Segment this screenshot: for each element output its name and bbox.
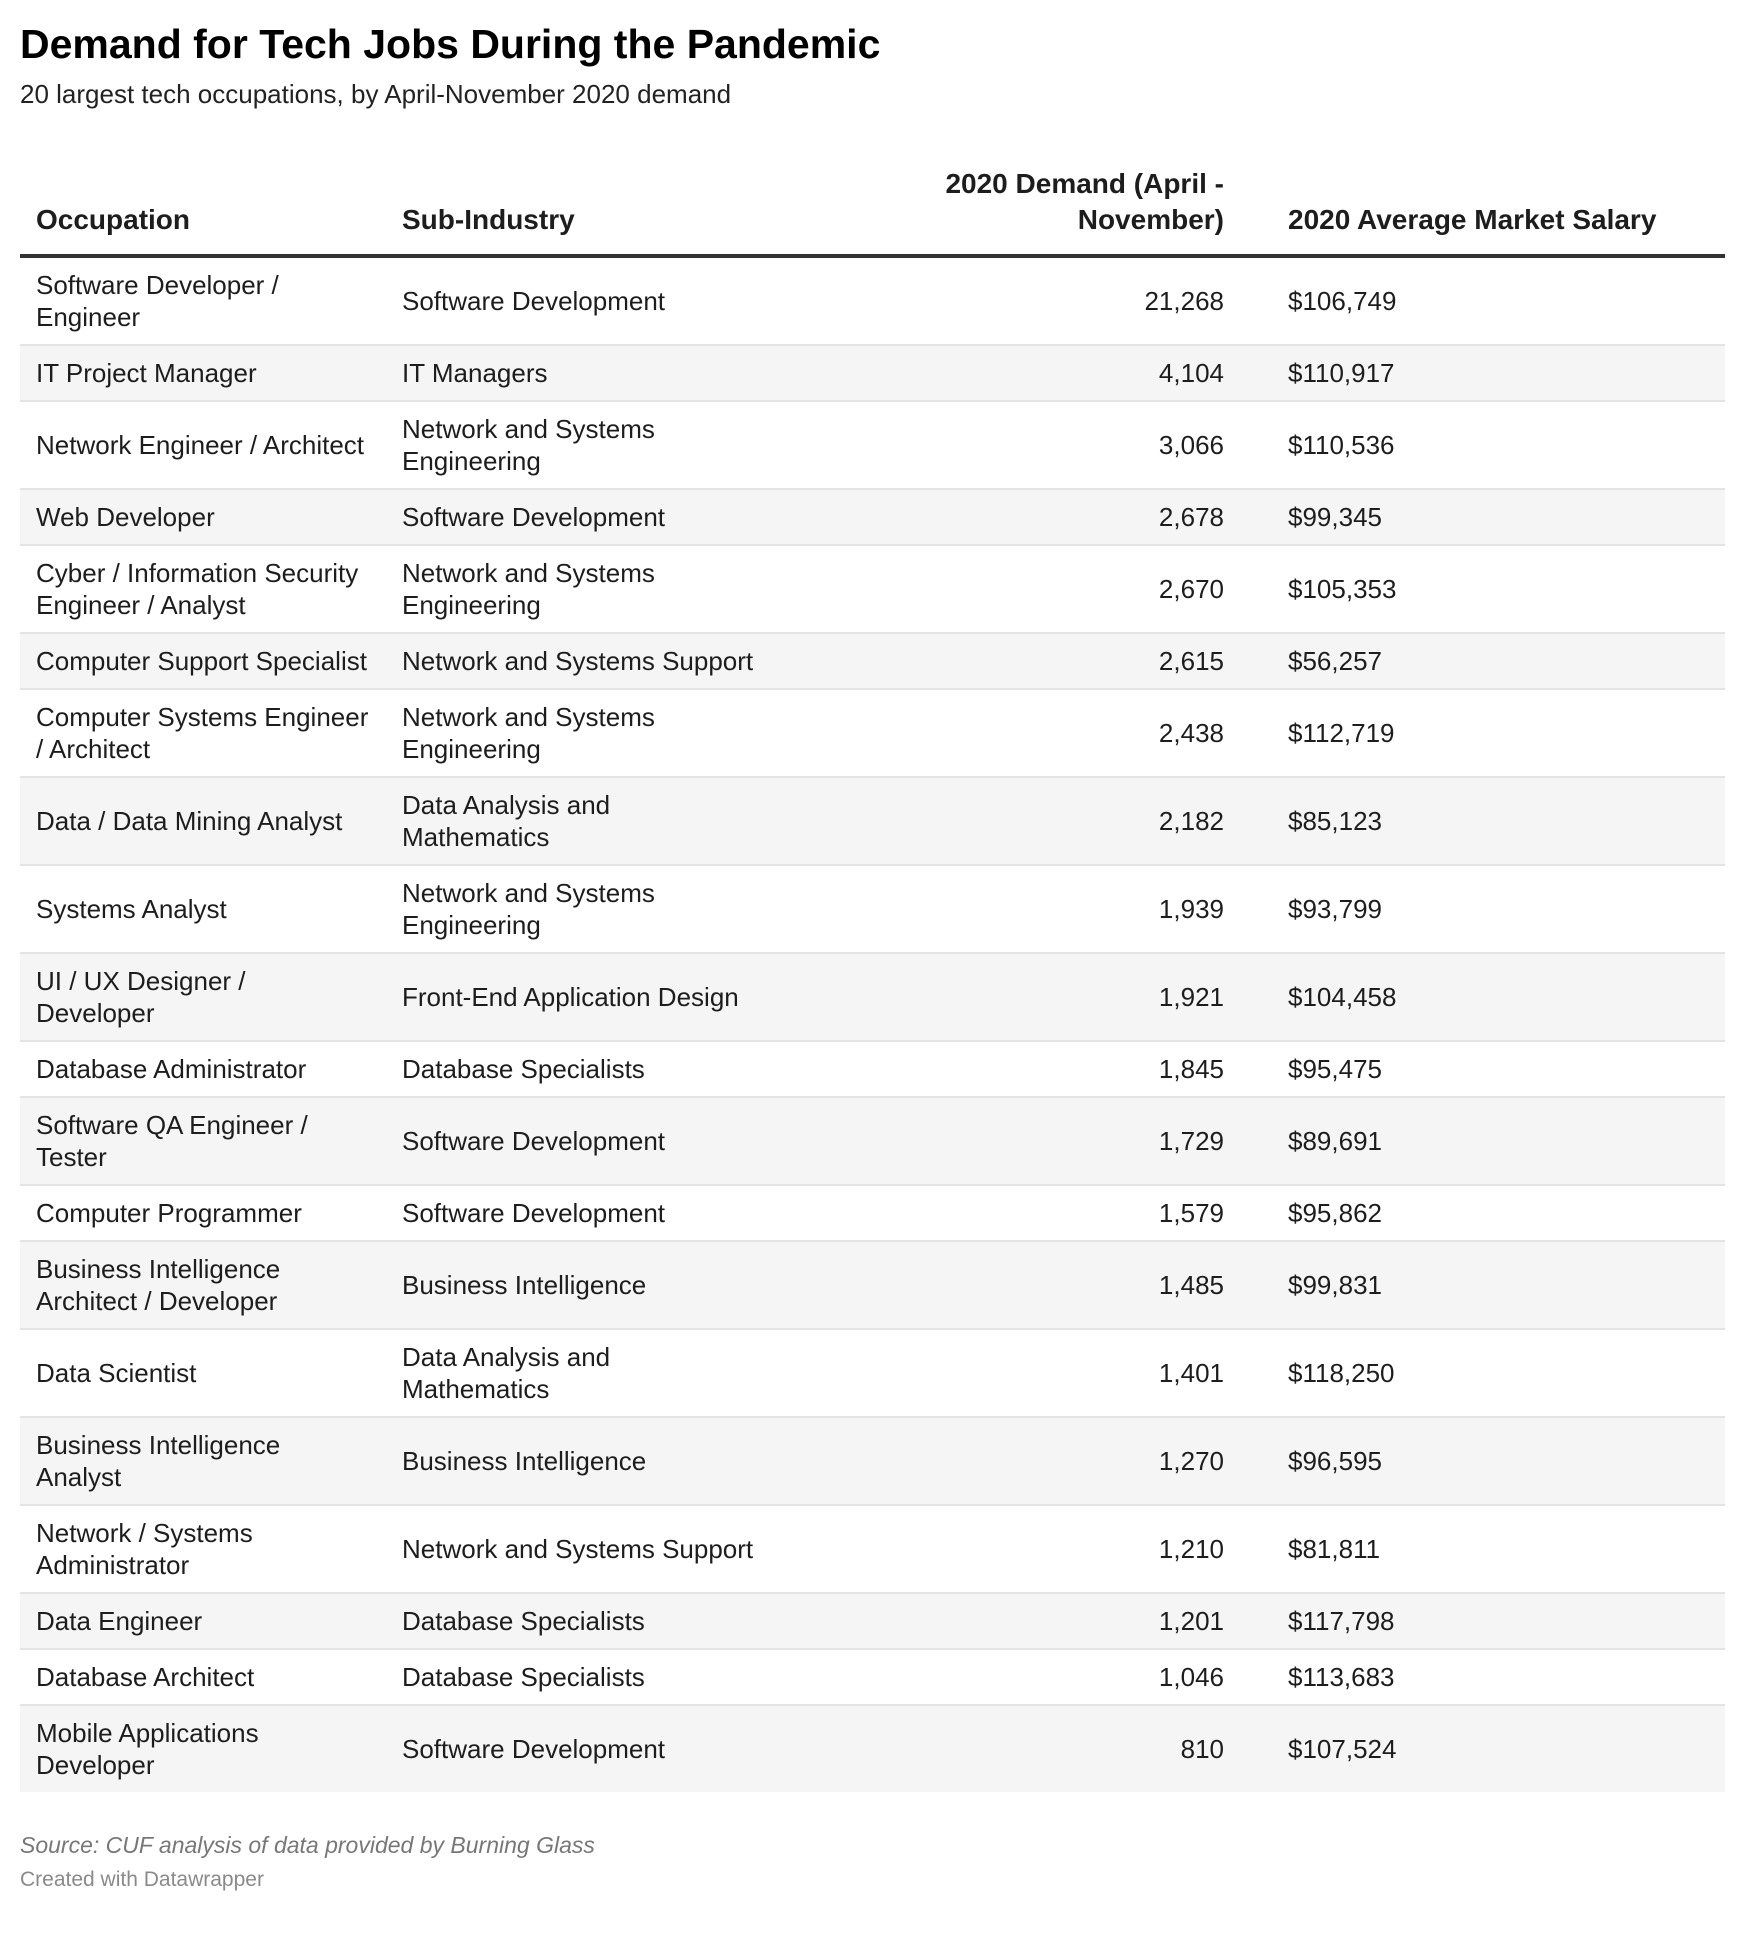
cell-salary: $110,536 <box>1288 401 1725 489</box>
cell-sub-industry: IT Managers <box>386 345 776 401</box>
cell-salary: $89,691 <box>1288 1097 1725 1185</box>
table-row <box>20 689 1725 777</box>
cell-sub-industry: Network and Systems Engineering <box>386 401 776 489</box>
column-header-occupation[interactable]: Occupation <box>20 166 386 256</box>
cell-salary: $81,811 <box>1288 1505 1725 1593</box>
cell-sub-industry: Software Development <box>386 489 776 545</box>
table-row <box>20 953 1725 1041</box>
cell-occupation: Network / Systems Administrator <box>20 1505 386 1593</box>
table-row <box>20 1593 1725 1649</box>
cell-salary: $112,719 <box>1288 689 1725 777</box>
cell-salary: $56,257 <box>1288 633 1725 689</box>
cell-occupation: Computer Support Specialist <box>20 633 386 689</box>
cell-sub-industry: Network and Systems Engineering <box>386 865 776 953</box>
cell-occupation: IT Project Manager <box>20 345 386 401</box>
table-row <box>20 1185 1725 1241</box>
cell-sub-industry: Data Analysis and Mathematics <box>386 1329 776 1417</box>
cell-demand: 2,438 <box>776 689 1288 777</box>
cell-salary: $107,524 <box>1288 1705 1725 1792</box>
cell-demand: 4,104 <box>776 345 1288 401</box>
cell-demand: 1,401 <box>776 1329 1288 1417</box>
cell-sub-industry: Business Intelligence <box>386 1241 776 1329</box>
cell-salary: $117,798 <box>1288 1593 1725 1649</box>
cell-occupation: Software Developer / Engineer <box>20 256 386 345</box>
table-row <box>20 1417 1725 1505</box>
cell-demand: 1,729 <box>776 1097 1288 1185</box>
cell-salary: $93,799 <box>1288 865 1725 953</box>
cell-demand: 21,268 <box>776 256 1288 345</box>
cell-demand: 1,579 <box>776 1185 1288 1241</box>
cell-occupation: Database Administrator <box>20 1041 386 1097</box>
table-row <box>20 777 1725 865</box>
cell-sub-industry: Network and Systems Engineering <box>386 689 776 777</box>
cell-salary: $105,353 <box>1288 545 1725 633</box>
cell-salary: $85,123 <box>1288 777 1725 865</box>
source-note: Source: CUF analysis of data provided by Burning Glass <box>20 1832 595 1858</box>
cell-sub-industry: Front-End Application Design <box>386 953 776 1041</box>
data-table <box>20 166 1725 1792</box>
cell-occupation: Web Developer <box>20 489 386 545</box>
cell-sub-industry: Database Specialists <box>386 1649 776 1705</box>
cell-demand: 1,939 <box>776 865 1288 953</box>
table-row <box>20 1649 1725 1705</box>
cell-demand: 2,182 <box>776 777 1288 865</box>
cell-sub-industry: Software Development <box>386 1097 776 1185</box>
table-row <box>20 1041 1725 1097</box>
column-header-sub-industry[interactable]: Sub-Industry <box>386 166 776 256</box>
cell-demand: 1,210 <box>776 1505 1288 1593</box>
cell-salary: $96,595 <box>1288 1417 1725 1505</box>
cell-salary: $110,917 <box>1288 345 1725 401</box>
chart-subtitle: 20 largest tech occupations, by April-November 2020 demand <box>20 79 732 109</box>
table-row <box>20 865 1725 953</box>
cell-sub-industry: Database Specialists <box>386 1593 776 1649</box>
cell-demand: 2,615 <box>776 633 1288 689</box>
cell-demand: 1,046 <box>776 1649 1288 1705</box>
cell-occupation: Data / Data Mining Analyst <box>20 777 386 865</box>
cell-occupation: Systems Analyst <box>20 865 386 953</box>
cell-occupation: Mobile Applications Developer <box>20 1705 386 1792</box>
cell-salary: $99,831 <box>1288 1241 1725 1329</box>
cell-sub-industry: Database Specialists <box>386 1041 776 1097</box>
cell-occupation: Data Scientist <box>20 1329 386 1417</box>
cell-salary: $95,475 <box>1288 1041 1725 1097</box>
table-row <box>20 545 1725 633</box>
cell-occupation: Computer Programmer <box>20 1185 386 1241</box>
cell-salary: $106,749 <box>1288 256 1725 345</box>
cell-demand: 1,485 <box>776 1241 1288 1329</box>
cell-occupation: Computer Systems Engineer / Architect <box>20 689 386 777</box>
table-row <box>20 633 1725 689</box>
table-row <box>20 256 1725 345</box>
datawrapper-credit[interactable]: Created with Datawrapper <box>20 1868 264 1891</box>
cell-demand: 1,270 <box>776 1417 1288 1505</box>
cell-occupation: Business Intelligence Analyst <box>20 1417 386 1505</box>
cell-sub-industry: Data Analysis and Mathematics <box>386 777 776 865</box>
cell-demand: 3,066 <box>776 401 1288 489</box>
table-row <box>20 401 1725 489</box>
cell-salary: $99,345 <box>1288 489 1725 545</box>
column-header-salary[interactable]: 2020 Average Market Salary <box>1288 166 1725 256</box>
cell-sub-industry: Business Intelligence <box>386 1417 776 1505</box>
table-row <box>20 345 1725 401</box>
table-row <box>20 1097 1725 1185</box>
table-row <box>20 1705 1725 1792</box>
cell-demand: 1,921 <box>776 953 1288 1041</box>
cell-salary: $113,683 <box>1288 1649 1725 1705</box>
cell-occupation: Data Engineer <box>20 1593 386 1649</box>
cell-occupation: UI / UX Designer / Developer <box>20 953 386 1041</box>
cell-sub-industry: Network and Systems Support <box>386 633 776 689</box>
cell-salary: $104,458 <box>1288 953 1725 1041</box>
chart-title: Demand for Tech Jobs During the Pandemic <box>20 21 881 67</box>
cell-occupation: Business Intelligence Architect / Developer <box>20 1241 386 1329</box>
cell-occupation: Software QA Engineer / Tester <box>20 1097 386 1185</box>
table-row <box>20 489 1725 545</box>
cell-sub-industry: Software Development <box>386 1705 776 1792</box>
column-header-demand[interactable]: 2020 Demand (April - November) <box>776 166 1288 256</box>
cell-sub-industry: Network and Systems Support <box>386 1505 776 1593</box>
table-row <box>20 1241 1725 1329</box>
cell-sub-industry: Software Development <box>386 256 776 345</box>
table-header-row <box>20 166 1725 256</box>
table-row <box>20 1329 1725 1417</box>
cell-sub-industry: Network and Systems Engineering <box>386 545 776 633</box>
table-row <box>20 1505 1725 1593</box>
cell-occupation: Network Engineer / Architect <box>20 401 386 489</box>
table-body <box>20 256 1725 1792</box>
cell-occupation: Cyber / Information Security Engineer / Analyst <box>20 545 386 633</box>
cell-salary: $118,250 <box>1288 1329 1725 1417</box>
cell-sub-industry: Software Development <box>386 1185 776 1241</box>
cell-demand: 1,845 <box>776 1041 1288 1097</box>
cell-salary: $95,862 <box>1288 1185 1725 1241</box>
cell-occupation: Database Architect <box>20 1649 386 1705</box>
cell-demand: 2,670 <box>776 545 1288 633</box>
cell-demand: 2,678 <box>776 489 1288 545</box>
cell-demand: 1,201 <box>776 1593 1288 1649</box>
cell-demand: 810 <box>776 1705 1288 1792</box>
